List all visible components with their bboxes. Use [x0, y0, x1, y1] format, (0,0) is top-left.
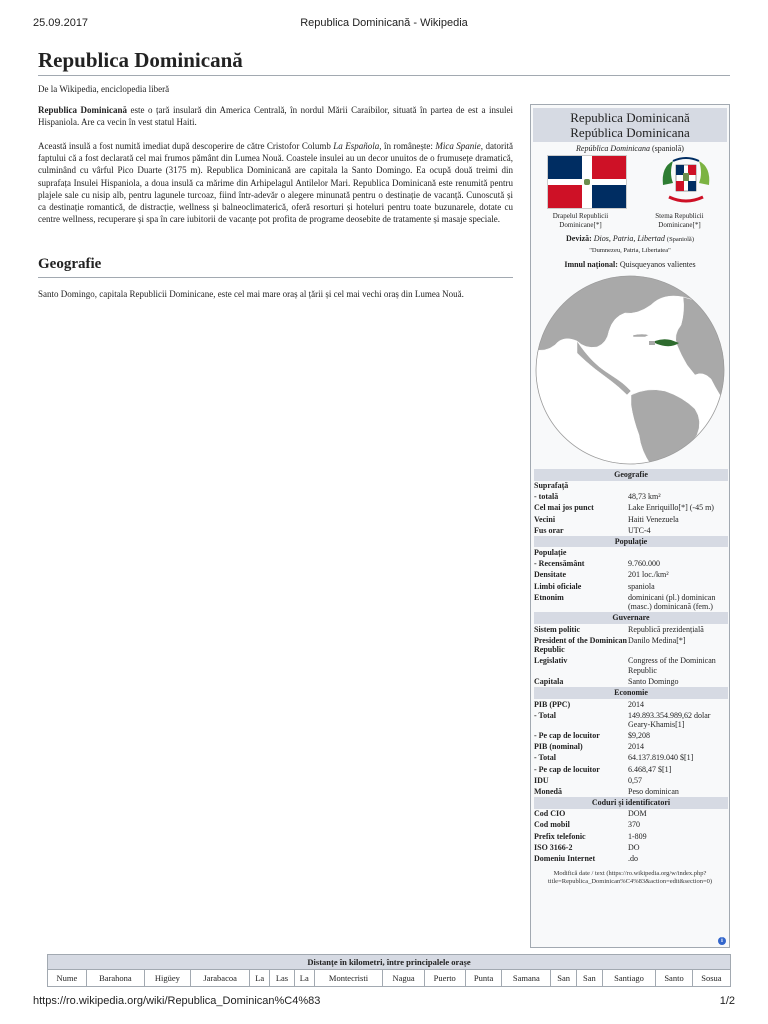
anthem-text: Quisqueyanos valientes: [619, 260, 696, 269]
infobox: [530, 104, 730, 948]
infobox-row: [534, 547, 728, 558]
infobox-title-es: República Dominicana: [570, 125, 690, 140]
coat-of-arms-image[interactable]: [659, 155, 713, 209]
infobox-row-label: - Pe cap de locuitor: [534, 731, 600, 741]
info-icon[interactable]: i: [718, 937, 726, 945]
distance-table-header-cell: San: [576, 970, 602, 987]
section-divider: [38, 277, 513, 278]
infobox-row: [534, 764, 728, 775]
p2-text-a: Această insulă a fost numită imediat după descoperire de către Cristofor Columb: [38, 141, 334, 151]
infobox-row-value: .do: [628, 853, 638, 863]
p2-italic-espanola: La Española: [333, 141, 380, 151]
distance-table-header-cell: Barahona: [86, 970, 144, 987]
distance-table-header-cell: Higüey: [144, 970, 190, 987]
flag-caption-text: Drapelul Republicii Dominicane: [552, 212, 609, 229]
distance-table-header-cell: Punta: [465, 970, 502, 987]
infobox-row-label: Populație: [534, 548, 567, 558]
infobox-row-label: PIB (PPC): [534, 699, 571, 709]
distance-table-header-cell: La: [294, 970, 314, 987]
infobox-row-label: PIB (nominal): [534, 742, 583, 752]
distance-table-header-cell: Nume: [48, 970, 87, 987]
infobox-section-economie: Economie: [534, 687, 728, 699]
infobox-row-value: 9.760.000: [628, 559, 660, 569]
infobox-row: [534, 731, 728, 742]
motto: [531, 234, 729, 256]
distance-table-header-cell: Santo: [656, 970, 693, 987]
distance-table-header-cell: Puerto: [424, 970, 465, 987]
motto-label: Deviză:: [566, 234, 592, 243]
page-title: Republica Dominicană: [38, 48, 243, 72]
infobox-row: [534, 514, 728, 525]
infobox-row-label: - Total: [534, 753, 557, 763]
motto-text: Dios, Patria, Libertad: [593, 234, 665, 243]
infobox-row-value: spaniola: [628, 581, 655, 591]
distance-table-caption: Distanțe în kilometri, între principalele orașe: [48, 955, 731, 970]
infobox-row-label: Cod CIO: [534, 809, 566, 819]
infobox-row-label: Etnonim: [534, 592, 564, 602]
infobox-row-value: 6.468,47 $[1]: [628, 764, 672, 774]
flag-image[interactable]: [547, 155, 627, 209]
modify-note-text[interactable]: Modifică date / text (https://ro.wikipedia.org/w/index.php?title=Republica_Dominican%C4%83&action=edit&section=0): [547, 870, 713, 886]
infobox-row-label: Suprafață: [534, 481, 569, 491]
distance-table-header-cell: Santiago: [602, 970, 656, 987]
geography-paragraph: Santo Domingo, capitala Republicii Dominicane, este cel mai mare oraș al țării și cel mai vechi oraș din Lumea Nouă.: [38, 289, 464, 299]
distance-table-header-cell: Jarabacoa: [190, 970, 250, 987]
p2-text-b: , în românește:: [379, 141, 436, 151]
infobox-title: [533, 108, 727, 142]
coat-caption-text: Stema Republicii Dominicane: [655, 212, 704, 229]
p2-text-c: , datorită faptului că a fost declarată cel mai frumos pământ din Lumea Nouă. Coastele insulei au un decor unuitos de o frumusețe dramatică, culminând cu vârful Pico Duarte (3175 m). Republica Dominicană are capitala la Santo Domingo. Ea ocupă două treimi din suprafața Insulei Hispaniola, a doua insulă ca mărime din Arhipelagul Antilelor Mari. Republica Dominicană este renumită pentru plajele sale cu nisip alb, pentru lagunele turcoaz, fiind într-adevăr o alegere minunată pentru o destinație de vacanță. Cunoscută și ca destinație romantică, de distracție, wellness și balneoclimaterică, oferă resorturi și hoteluri pentru toate buzunarele, dotate cu centre wellness, recuperare și spa în care iubitorii de vacanțe pot profita de programe deosebite de tratamente și masaje speciale.: [38, 141, 513, 225]
tagline: De la Wikipedia, enciclopedia liberă: [38, 84, 170, 94]
infobox-section-geografie: Geografie: [534, 469, 728, 481]
infobox-row: [534, 786, 728, 797]
infobox-row-label: Cel mai jos punct: [534, 503, 594, 513]
location-map-globe[interactable]: [533, 275, 727, 465]
infobox-row-label: ISO 3166-2: [534, 842, 573, 852]
infobox-row-label: Cod mobil: [534, 820, 570, 830]
infobox-row-value: 2014: [628, 699, 644, 709]
infobox-row-label: - Recensământ: [534, 559, 585, 569]
infobox-row-value: Republică prezidențială: [628, 624, 704, 634]
section-heading-geografie: Geografie: [38, 256, 102, 272]
infobox-row: [534, 831, 728, 842]
infobox-row: [534, 656, 728, 677]
infobox-row-label: - Pe cap de locuitor: [534, 764, 600, 774]
infobox-row: [534, 592, 728, 613]
distance-table: [47, 954, 731, 987]
infobox-row-value: 370: [628, 820, 640, 830]
infobox-row: [534, 853, 728, 864]
infobox-row-label: Densitate: [534, 570, 566, 580]
infobox-row-value: Congress of the Dominican Republic: [628, 656, 716, 675]
intro-paragraph: [38, 104, 513, 128]
infobox-row: [534, 710, 728, 731]
infobox-row: [534, 570, 728, 581]
symbols-row: [531, 157, 729, 207]
infobox-row-label: IDU: [534, 775, 549, 785]
infobox-row-value: 64.137.819.040 $[1]: [628, 753, 694, 763]
infobox-title-ro: Republica Dominicană: [570, 110, 690, 125]
infobox-row-value: DOM: [628, 809, 647, 819]
title-divider: [38, 75, 730, 76]
infobox-row-label: Domeniu Internet: [534, 853, 596, 863]
infobox-row-value: Peso dominican: [628, 786, 679, 796]
intro-bold: Republica Dominicană: [38, 105, 128, 115]
p2-italic-mica-spanie: Mica Spanie: [435, 141, 481, 151]
motto-translation: "Dumnezeu, Patria, Libertatea": [589, 247, 671, 254]
infobox-row-label: President of the Dominican Republic: [534, 635, 627, 655]
anthem: [531, 260, 729, 269]
motto-lang: (Spaniolă): [666, 236, 694, 243]
infobox-row-label: Prefix telefonic: [534, 831, 586, 841]
flag-caption: [541, 212, 621, 230]
native-name-text: República Dominicana: [576, 144, 650, 153]
infobox-row: [534, 624, 728, 635]
native-lang: (spaniolă): [649, 144, 684, 153]
infobox-row-label: Legislativ: [534, 656, 568, 666]
infobox-row-value: 48,73 km²: [628, 492, 661, 502]
flag-quarter-red-bl: [548, 182, 587, 208]
history-paragraph: [38, 140, 513, 225]
infobox-row: [534, 842, 728, 853]
distance-table-header-cell: Montecristi: [314, 970, 383, 987]
flag-quarter-blue-br: [587, 182, 626, 208]
infobox-row-value: [628, 547, 728, 558]
distance-table-header-cell: Samana: [502, 970, 551, 987]
infobox-row: [534, 492, 728, 503]
distance-table-header-cell: Sosua: [692, 970, 730, 987]
distance-table-header-cell: Las: [270, 970, 295, 987]
infobox-row-value: 2014: [628, 742, 644, 752]
infobox-section-populatie: Populație: [534, 536, 728, 548]
intro-text: este o țară insulară din America Centrală, în nordul Mării Caraibilor, situată în partea de est a insulei Hispaniola. Are ca vecin în vest statul Haiti.: [38, 105, 513, 128]
infobox-row-label: Sistem politic: [534, 624, 580, 634]
flag-emblem: [584, 179, 590, 184]
infobox-row-label: Monedă: [534, 786, 562, 796]
infobox-row-value: 1-809: [628, 831, 647, 841]
infobox-row-value: 201 loc./km²: [628, 570, 669, 580]
distance-table-header-row: [48, 970, 731, 987]
infobox-row-value: DO: [628, 842, 640, 852]
flag-ref-link[interactable]: [*]: [593, 221, 602, 229]
infobox-section-guvernare: Guvernare: [534, 612, 728, 624]
infobox-row-value: dominicani (pl.) dominican (masc.) dominicană (fem.): [628, 592, 716, 612]
symbols-captions: [531, 212, 729, 230]
infobox-row-value: Lake Enriquillo[*] (-45 m): [628, 503, 714, 513]
modify-note[interactable]: [531, 870, 729, 886]
infobox-row: [534, 525, 728, 536]
print-doc-title: Republica Dominicană - Wikipedia: [300, 17, 468, 29]
print-url: https://ro.wikipedia.org/wiki/Republica_Dominican%C4%83: [33, 995, 321, 1007]
infobox-row-value: 149.893.354.989,62 dolar Geary-Khamis[1]: [628, 710, 711, 730]
infobox-section-coduri: Coduri și identificatori: [534, 797, 728, 809]
infobox-row-value: Haiti Venezuela: [628, 514, 679, 524]
infobox-row-label: Capitala: [534, 677, 564, 687]
infobox-row: [534, 753, 728, 764]
infobox-row: [534, 820, 728, 831]
infobox-row-value: Danilo Medina[*]: [628, 635, 686, 645]
infobox-row: [534, 481, 728, 492]
infobox-row-label: - Total: [534, 710, 557, 720]
infobox-row: [534, 742, 728, 753]
infobox-row-label: Vecini: [534, 514, 556, 524]
infobox-row-label: - totală: [534, 492, 559, 502]
coat-ref-link[interactable]: [*]: [692, 221, 701, 229]
infobox-row: [534, 809, 728, 820]
infobox-row-value: [628, 481, 728, 492]
coat-caption: [640, 212, 720, 230]
distance-table-header-cell: Nagua: [383, 970, 424, 987]
infobox-row-label: Limbi oficiale: [534, 581, 582, 591]
print-date: 25.09.2017: [33, 17, 89, 29]
infobox-row: [534, 581, 728, 592]
anthem-label: Imnul național:: [564, 260, 618, 269]
infobox-row-value: 0,57: [628, 775, 642, 785]
infobox-row-value: $9,208: [628, 731, 650, 741]
infobox-row: [534, 676, 728, 687]
native-name: [531, 144, 729, 153]
infobox-row: [534, 775, 728, 786]
infobox-row: [534, 503, 728, 514]
infobox-row: [534, 635, 728, 656]
infobox-row-value: Santo Domingo: [628, 677, 679, 687]
infobox-data-table: [534, 469, 728, 864]
infobox-row: [534, 699, 728, 710]
infobox-row-label: Fus orar: [534, 525, 564, 535]
infobox-row: [534, 559, 728, 570]
print-page-number: 1/2: [719, 995, 735, 1007]
distance-table-header-cell: La: [250, 970, 270, 987]
infobox-row-value: UTC-4: [628, 525, 651, 535]
distance-table-header-cell: San: [551, 970, 577, 987]
